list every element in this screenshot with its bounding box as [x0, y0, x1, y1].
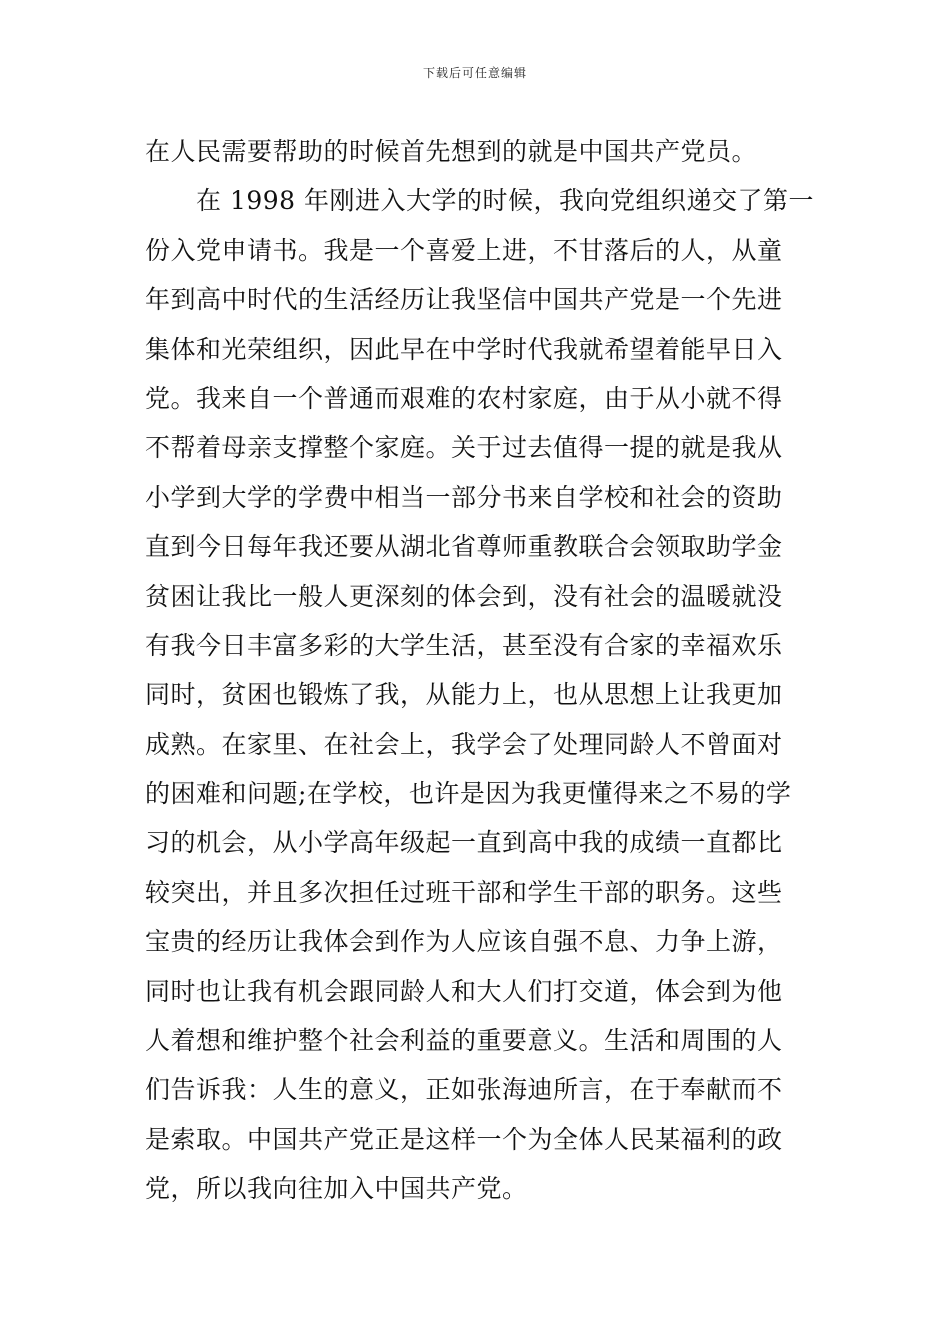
text-line: 年到高中时代的生活经历让我坚信中国共产党是一个先进 — [145, 285, 783, 315]
text-line: 较突出，并且多次担任过班干部和学生干部的职务。这些 — [145, 877, 783, 907]
text-line: 成熟。在家里、在社会上，我学会了处理同龄人不曾面对 — [145, 729, 783, 759]
document-body — [145, 127, 815, 1214]
text-line: 是索取。中国共产党正是这样一个为全体人民某福利的政 — [145, 1124, 783, 1154]
text-line: 习的机会，从小学高年级起一直到高中我的成绩一直都比 — [145, 828, 783, 858]
text-line: 贫困让我比一般人更深刻的体会到，没有社会的温暖就没 — [145, 581, 783, 611]
text-line: 份入党申请书。我是一个喜爱上进，不甘落后的人，从童 — [145, 235, 783, 265]
text-line: 在 1998 年刚进入大学的时候，我向党组织递交了第一 — [145, 186, 815, 216]
text-line: 在人民需要帮助的时候首先想到的就是中国共产党员。 — [145, 137, 758, 166]
text-line: 有我今日丰富多彩的大学生活，甚至没有合家的幸福欢乐 — [145, 630, 783, 660]
text-line: 同时也让我有机会跟同龄人和大人们打交道，体会到为他 — [145, 976, 783, 1006]
text-line: 宝贵的经历让我体会到作为人应该自强不息、力争上游， — [145, 927, 783, 957]
text-line: 们告诉我：人生的意义，正如张海迪所言，在于奉献而不 — [145, 1075, 783, 1105]
text-line: 集体和光荣组织，因此早在中学时代我就希望着能早日入 — [145, 334, 783, 364]
text-line: 人着想和维护整个社会利益的重要意义。生活和周围的人 — [145, 1026, 783, 1056]
page-header: 下载后可任意编辑 — [422, 66, 527, 80]
text-line: 党，所以我向往加入中国共产党。 — [145, 1174, 528, 1204]
text-line: 不帮着母亲支撑整个家庭。关于过去值得一提的就是我从 — [145, 433, 783, 463]
text-line: 同时，贫困也锻炼了我，从能力上，也从思想上让我更加 — [145, 680, 783, 710]
text-line: 小学到大学的学费中相当一部分书来自学校和社会的资助 — [145, 482, 783, 512]
text-line: 的困难和问题;在学校，也许是因为我更懂得来之不易的学 — [145, 779, 792, 809]
text-line: 党。我来自一个普通而艰难的农村家庭，由于从小就不得 — [145, 383, 783, 413]
text-line: 直到今日每年我还要从湖北省尊师重教联合会领取助学金 — [145, 532, 783, 562]
